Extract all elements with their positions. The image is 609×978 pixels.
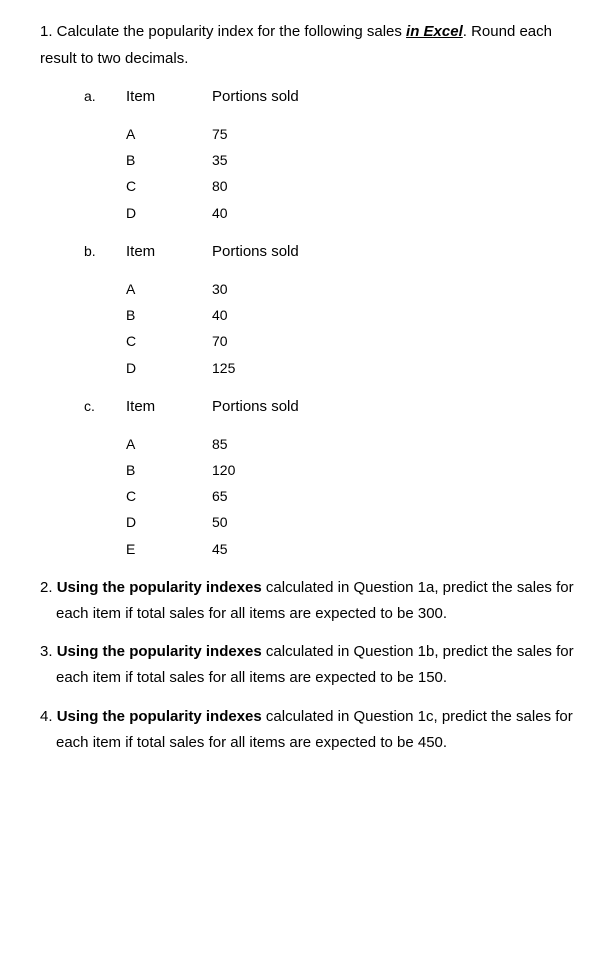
table-row	[0, 333, 609, 359]
item-column-header: Item	[126, 398, 156, 415]
question-emphasis: Using the popularity indexes	[56, 579, 262, 596]
question-1-prefix: 1. Calculate the popularity index for the following sales	[40, 23, 407, 40]
table-row	[0, 152, 609, 178]
portions-sold-cell: 40	[212, 307, 228, 323]
part-label: a.	[84, 88, 96, 104]
table-row	[0, 436, 609, 462]
item-cell: C	[126, 333, 137, 349]
question-text-line-2: each item if total sales for all items are expected to be 450.	[56, 734, 448, 751]
portions-sold-cell: 30	[212, 281, 228, 297]
portions-sold-cell: 35	[212, 152, 228, 168]
item-cell: B	[126, 152, 136, 168]
item-cell: E	[126, 541, 136, 557]
portions-sold-cell: 85	[212, 436, 228, 452]
question-emphasis: Using the popularity indexes	[56, 643, 262, 660]
portions-sold-cell: 125	[212, 360, 236, 376]
portions-sold-column-header: Portions sold	[212, 88, 299, 105]
portions-sold-cell: 120	[212, 462, 236, 478]
question-text: calculated in Question 1b, predict the sales for	[261, 643, 574, 660]
question-text: calculated in Question 1c, predict the sales for	[261, 708, 573, 725]
question-4	[40, 704, 588, 756]
portions-sold-cell: 45	[212, 541, 228, 557]
portions-sold-cell: 50	[212, 514, 228, 530]
portions-sold-column-header: Portions sold	[212, 398, 299, 415]
portions-sold-cell: 75	[212, 126, 228, 142]
item-cell: B	[126, 307, 136, 323]
item-cell: D	[126, 205, 137, 221]
item-cell: A	[126, 281, 136, 297]
portions-sold-cell: 40	[212, 205, 228, 221]
item-cell: B	[126, 462, 136, 478]
question-text: calculated in Question 1a, predict the sales for	[261, 579, 574, 596]
table-row	[0, 205, 609, 231]
table-row	[0, 178, 609, 204]
item-cell: C	[126, 488, 137, 504]
item-column-header: Item	[126, 88, 156, 105]
question-1	[40, 18, 585, 72]
question-number: 3.	[40, 643, 57, 660]
table-row	[0, 488, 609, 514]
item-cell: D	[126, 360, 137, 376]
table-row	[0, 360, 609, 386]
table-row	[0, 281, 609, 307]
item-cell: C	[126, 178, 137, 194]
question-number: 2.	[40, 579, 57, 596]
portions-sold-column-header: Portions sold	[212, 243, 299, 260]
question-text-line-2: each item if total sales for all items are expected to be 300.	[56, 605, 448, 622]
item-cell: A	[126, 126, 136, 142]
item-cell: A	[126, 436, 136, 452]
question-number: 4.	[40, 708, 57, 725]
question-1-line-2: result to two decimals.	[40, 50, 189, 67]
question-1-emphasis: in Excel	[406, 23, 463, 40]
question-1-suffix: . Round each	[462, 23, 552, 40]
part-label: c.	[84, 398, 95, 414]
portions-sold-cell: 70	[212, 333, 228, 349]
question-3	[40, 639, 588, 691]
table-row	[0, 462, 609, 488]
table-row	[0, 126, 609, 152]
table-row	[0, 307, 609, 333]
table-row	[0, 541, 609, 567]
question-2	[40, 575, 588, 627]
portions-sold-cell: 65	[212, 488, 228, 504]
item-cell: D	[126, 514, 137, 530]
part-label: b.	[84, 243, 96, 259]
table-row	[0, 514, 609, 540]
question-emphasis: Using the popularity indexes	[56, 708, 262, 725]
portions-sold-cell: 80	[212, 178, 228, 194]
question-text-line-2: each item if total sales for all items are expected to be 150.	[56, 669, 448, 686]
item-column-header: Item	[126, 243, 156, 260]
